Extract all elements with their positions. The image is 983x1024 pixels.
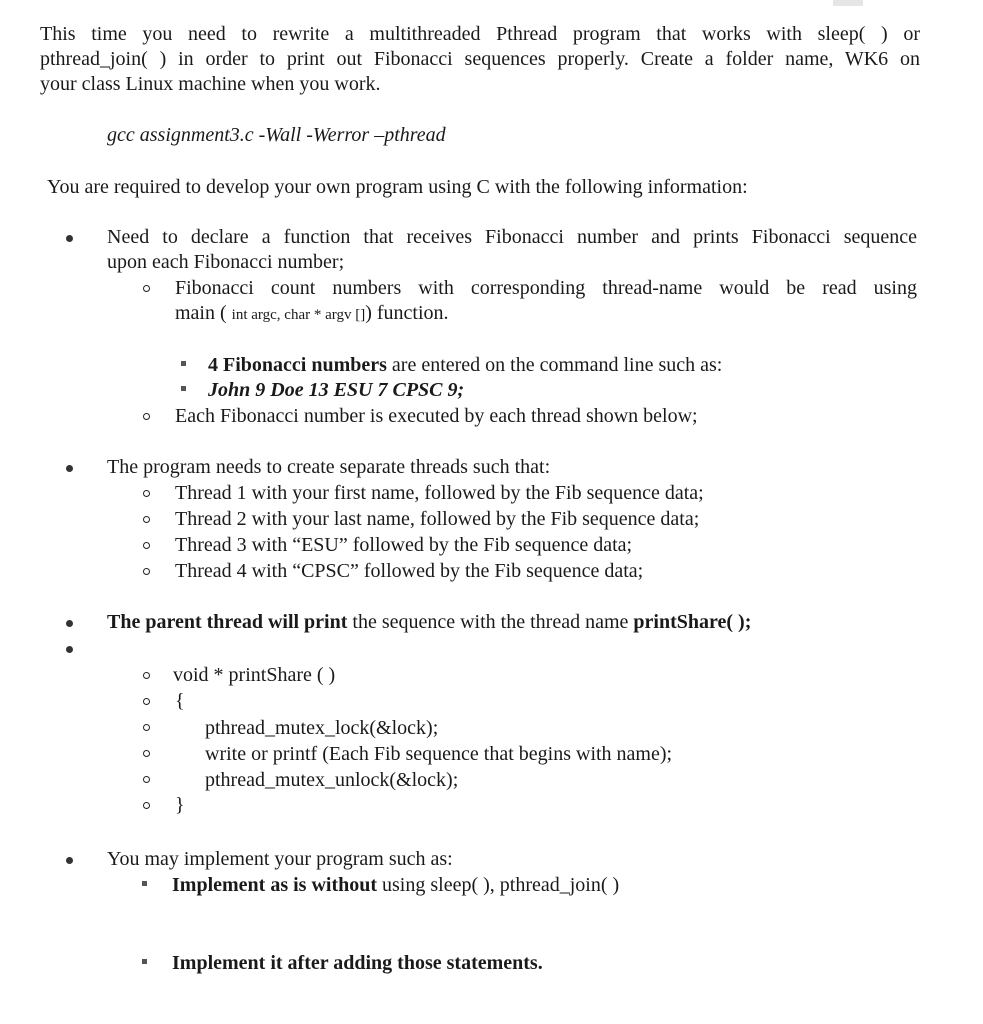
circle-bullet [143,568,150,575]
bullet-dot [66,235,73,242]
circle-bullet [143,724,150,731]
circle-bullet [143,542,150,549]
code-line-2: { [175,690,185,712]
bullet-dot [66,620,73,627]
bullet-dot [66,465,73,472]
intro-line-3: your class Linux machine when you work. [40,73,381,95]
square-bullet [181,386,186,391]
main-text: main ( [175,302,227,324]
requirements-intro: You are required to develop your own program using C with the following information: [47,176,748,198]
bullet3-func: printShare( ); [633,611,752,633]
bullet4-opt2: Implement it after adding those statements. [172,952,543,974]
thread-item-2: Thread 2 with your last name, followed by the Fib sequence data; [175,508,700,530]
circle-bullet [143,413,150,420]
bullet4-opt1 [172,873,619,898]
bullet-dot [66,646,73,653]
circle-bullet [143,776,150,783]
main-args: int argc, char * argv [] [231,307,366,323]
bullet2-line-1: The program needs to create separate threads such that: [107,456,551,478]
circle-bullet [143,490,150,497]
bullet1-sq2: John 9 Doe 13 ESU 7 CPSC 9; [208,379,465,401]
sq1-bold: 4 Fibonacci numbers [208,354,387,376]
bullet1-sub1-line-2 [175,301,449,326]
intro-line-1: This time you need to rewrite a multithreaded Pthread program that works with sleep( ) or [40,23,920,45]
circle-bullet [143,802,150,809]
intro-line-2: pthread_join( ) in order to print out Fibonacci sequences properly. Create a folder name, WK6 on [40,48,920,70]
opt1-rest: using sleep( ), pthread_join( ) [377,874,620,896]
bullet1-line-1: Need to declare a function that receives Fibonacci number and prints Fibonacci sequence [107,226,917,248]
bullet3-bold: The parent thread will print [107,611,348,633]
thread-item-4: Thread 4 with “CPSC” followed by the Fib sequence data; [175,560,644,582]
code-line-3: pthread_mutex_lock(&lock); [205,717,439,739]
scan-smudge [833,0,863,6]
code-line-4: write or printf (Each Fib sequence that begins with name); [205,743,673,765]
main-tail: ) function. [365,302,449,324]
compile-command: gcc assignment3.c -Wall -Werror –pthread [107,124,446,146]
circle-bullet [143,672,150,679]
circle-bullet [143,698,150,705]
bullet3-rest: the sequence with the thread name [347,611,634,633]
bullet1-sub2: Each Fibonacci number is executed by each thread shown below; [175,405,698,427]
bullet1-sq1 [208,353,722,378]
bullet1-line-2: upon each Fibonacci number; [107,251,345,273]
code-line-5: pthread_mutex_unlock(&lock); [205,769,459,791]
opt1-bold: Implement as is without [172,874,378,896]
circle-bullet [143,750,150,757]
bullet1-sub1-line-1: Fibonacci count numbers with corresponding thread-name would be read using [175,277,917,299]
square-bullet [181,361,186,366]
bullet4-line-1: You may implement your program such as: [107,848,453,870]
sq1-rest: are entered on the command line such as: [386,354,723,376]
square-bullet [142,959,147,964]
thread-item-1: Thread 1 with your first name, followed by the Fib sequence data; [175,482,704,504]
circle-bullet [143,285,150,292]
bullet-dot [66,857,73,864]
circle-bullet [143,516,150,523]
bullet3-line [107,610,751,635]
thread-item-3: Thread 3 with “ESU” followed by the Fib sequence data; [175,534,633,556]
code-line-6: } [175,794,185,816]
code-line-1: void * printShare ( ) [173,664,336,686]
square-bullet [142,881,147,886]
